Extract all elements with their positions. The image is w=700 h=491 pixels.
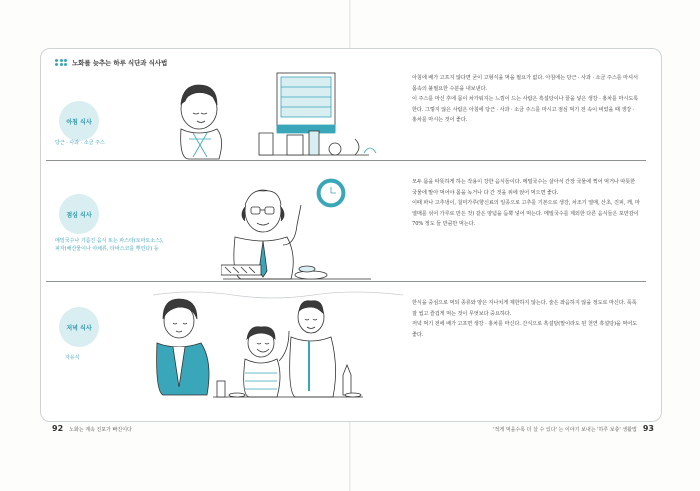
meal-foods-dinner <box>65 354 80 362</box>
meal-tag-breakfast: 아침 식사 <box>59 101 99 141</box>
paragraph: 모두 몸을 따뜻하게 하는 작용이 강한 음식들이다. 메밀국수는 살아서 간장 국물에 찍어 먹거나 따뜻한 국물에 말아 먹어야 몸을 녹거나 다 간 것을 위에 얹어 먹으면 좋다. <box>412 179 636 196</box>
description-breakfast <box>412 73 640 126</box>
food-line: 당근 · 사과 · 소금 주스 <box>55 140 105 146</box>
section-title: 노화를 늦추는 하루 식단과 식사법 <box>72 59 168 67</box>
page-number-right: 93 <box>642 424 654 433</box>
dots-icon <box>55 59 67 67</box>
meal-tag-lunch: 점심 식사 <box>59 194 99 234</box>
page-number-left: 92 <box>52 424 64 433</box>
meal-tag-dinner: 저녁 식사 <box>59 307 99 347</box>
footer-left <box>52 424 132 433</box>
description-lunch <box>412 177 640 230</box>
content-card <box>40 48 662 422</box>
paragraph: 저녁 먹기 전에 배가 고프면 생강 · 홍차를 마신다. 간식으로 흑설탕(말이라도 된 천연 흑설탕)을 먹어도 좋다. <box>412 321 638 338</box>
description-dinner <box>412 298 640 340</box>
running-title-right: '적게 먹을수록 더 살 수 있다' 는 이야기 보내는 '하루 보충' 생활법 <box>493 427 637 433</box>
lunch-illustration <box>221 175 401 283</box>
paragraph: 아침에 배가 고프지 않다면 굳이 고형식을 먹을 필요가 없다. 아침에는 당근 · 사과 · 소금 주스를 마셔서 몸속의 불필요한 수분을 내보낸다. <box>412 75 638 92</box>
breakfast-illustration <box>159 69 399 161</box>
food-line: 피자(해산물이나 야채류, 타바스코를 뿌린다) 등 <box>55 246 159 252</box>
dinner-illustration <box>153 291 403 409</box>
meal-foods-breakfast <box>55 139 165 147</box>
running-title-left: 노화는 계속 진포가 빠진이다 <box>69 427 132 433</box>
footer-right <box>493 424 654 433</box>
food-line: 자유식 <box>65 355 80 361</box>
paragraph: 이 주스를 마신 후에 몸이 차가워지는 느낌이 드는 사람은 흑설탕이나 꿀을 넣은 생강 · 홍차를 마시도록 한다. 그렇지 않은 사람은 아침에 당근 · 사과 · 소금 주스를 마시고 점심 먹기 전 속이 비었을 때 생강 · 홍차를 마시는 것이 좋다. <box>412 96 639 124</box>
meal-foods-lunch <box>55 237 225 253</box>
paragraph: 한식을 중심으로 먹되 종류와 양은 지나치게 제한하지 않는다. 술은 좌음하지 않을 정도로 마신다. 푹푹 잘 씹고 즐겁게 먹는 것이 무엇보다 중요하다. <box>412 300 637 317</box>
food-line: 메밀국수나 기름진 음식 또는 파스타(토마토소스), <box>55 238 164 244</box>
section-header <box>55 58 167 67</box>
paragraph: 이때 파나 고추냉이, 칠미가루(향신료의 일종으로 고추를 기본으로 생강, 차조기 열매, 산초, 진피, 깨, 마 열매를 섞어 가루로 만든 것) 같은 양념을 듬뿍 넣어 먹는다. 메밀국수를 제외한 다른 음식들은 포만감이 70% 정도 들 만큼만 먹는다. <box>412 200 640 228</box>
